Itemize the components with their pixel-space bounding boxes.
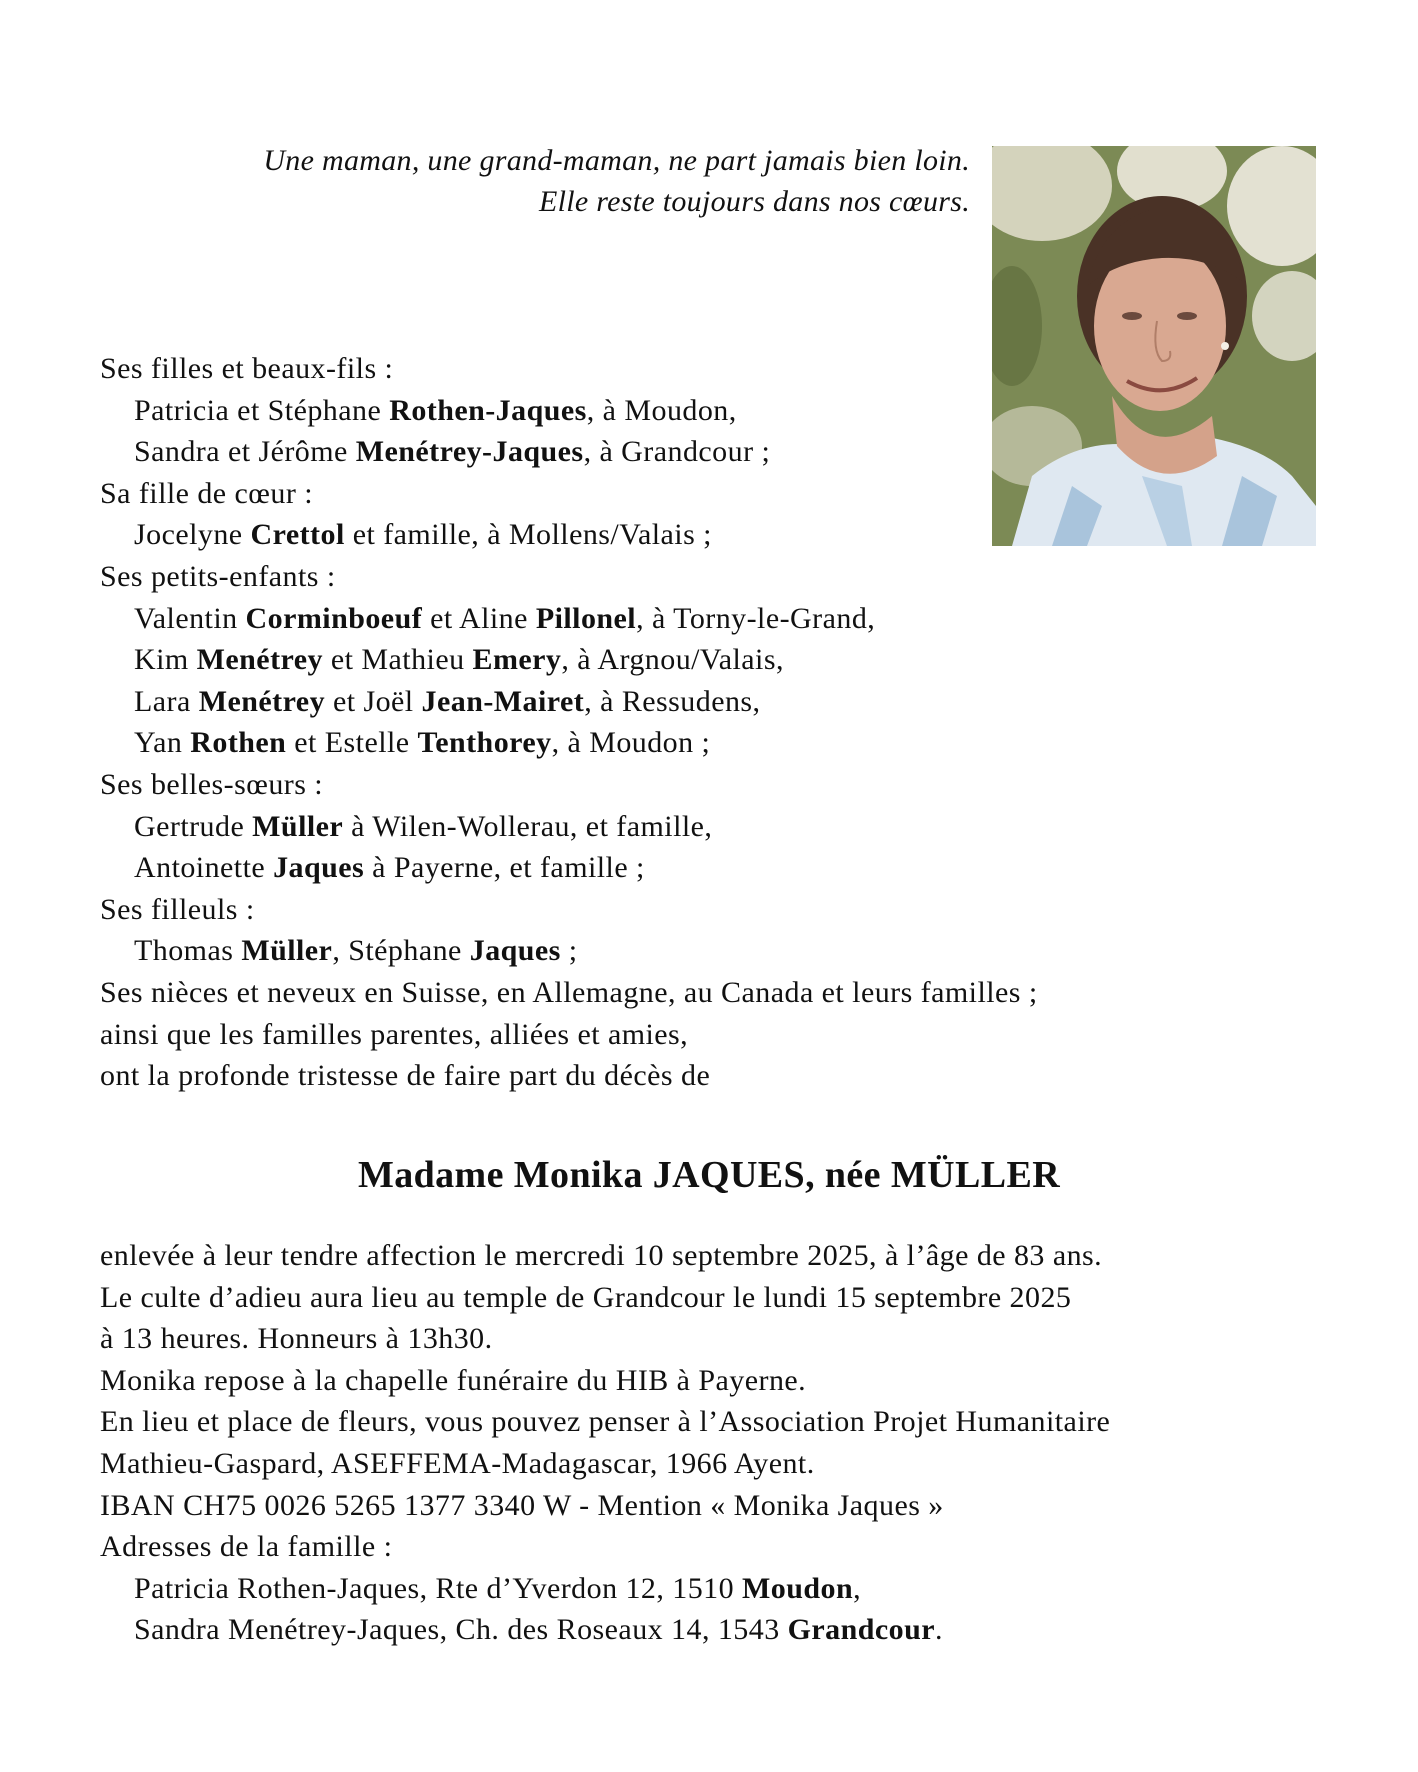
entry-text: Patricia et Stéphane bbox=[134, 393, 390, 427]
entry-surname: Corminboeuf bbox=[245, 601, 423, 635]
entry-text: Sandra et Jérôme bbox=[134, 435, 356, 469]
entry-text: à Wilen-Wollerau, et famille, bbox=[343, 809, 713, 843]
entry-surname: Emery bbox=[472, 643, 562, 677]
entry-surname: Menétrey bbox=[198, 684, 326, 718]
family-entry bbox=[100, 806, 1038, 848]
others-line: ainsi que les familles parentes, alliées et amies, bbox=[100, 1017, 689, 1051]
announcement-line: ont la profonde tristesse de faire part du décès de bbox=[100, 1059, 711, 1093]
epigraph-line-1: Une maman, une grand-maman, ne part jamais bien loin. bbox=[263, 144, 970, 177]
entry-surname: Jean-Mairet bbox=[421, 684, 585, 718]
section-label-grandchildren: Ses petits-enfants : bbox=[100, 559, 336, 593]
entry-text: Yan bbox=[134, 726, 191, 760]
entry-surname: Crettol bbox=[250, 518, 345, 552]
iban-line: IBAN CH75 0026 5265 1377 3340 W - Mention « Monika Jaques » bbox=[100, 1488, 944, 1522]
family-entry bbox=[100, 639, 1038, 681]
entry-text: Antoinette bbox=[134, 851, 274, 885]
entry-text: , à Moudon ; bbox=[551, 726, 711, 760]
entry-text: , à Grandcour ; bbox=[583, 435, 771, 469]
entry-text: à Payerne, et famille ; bbox=[364, 851, 645, 885]
entry-text: , Stéphane bbox=[332, 934, 470, 968]
entry-surname: Jaques bbox=[273, 851, 365, 885]
family-list bbox=[100, 348, 1038, 1097]
entry-text: , à Argnou/Valais, bbox=[561, 643, 784, 677]
entry-text: Gertrude bbox=[134, 809, 253, 843]
entry-text: Lara bbox=[134, 684, 199, 718]
entry-text: Valentin bbox=[134, 601, 246, 635]
entry-surname: Rothen bbox=[190, 726, 287, 760]
address-text: , bbox=[853, 1571, 862, 1605]
entry-surname: Menétrey-Jaques bbox=[355, 435, 584, 469]
detail-line: enlevée à leur tendre affection le mercredi 10 septembre 2025, à l’âge de 83 ans. bbox=[100, 1239, 1103, 1272]
entry-surname: Müller bbox=[252, 809, 344, 843]
funeral-details bbox=[100, 1235, 1110, 1651]
family-entry bbox=[100, 390, 1038, 432]
entry-text: et Aline bbox=[422, 601, 536, 635]
address-text: . bbox=[934, 1613, 943, 1647]
address-text: Sandra Menétrey-Jaques, Ch. des Roseaux 14, 1543 bbox=[134, 1613, 788, 1647]
address-city: Moudon bbox=[742, 1571, 854, 1605]
family-entry bbox=[100, 722, 1038, 764]
section-label-heart-daughter: Sa fille de cœur : bbox=[100, 476, 314, 510]
entry-text: , à Ressudens, bbox=[584, 684, 761, 718]
entry-surname: Menétrey bbox=[196, 643, 323, 677]
entry-surname: Müller bbox=[241, 934, 333, 968]
entry-text: et Estelle bbox=[286, 726, 418, 760]
deceased-name: Madame Monika JAQUES, née MÜLLER bbox=[357, 1154, 1061, 1196]
detail-line: à 13 heures. Honneurs à 13h30. bbox=[100, 1322, 493, 1356]
family-entry bbox=[100, 930, 1038, 972]
epigraph bbox=[263, 140, 970, 222]
detail-line: Mathieu-Gaspard, ASEFFEMA-Madagascar, 1966 Ayent. bbox=[100, 1446, 815, 1480]
addresses-label: Adresses de la famille : bbox=[100, 1530, 393, 1564]
entry-text: et famille, à Mollens/Valais ; bbox=[344, 518, 712, 552]
section-label-sisters-in-law: Ses belles-sœurs : bbox=[100, 767, 324, 801]
entry-text: Jocelyne bbox=[134, 518, 251, 552]
entry-text: , à Torny-le-Grand, bbox=[636, 601, 876, 635]
family-entry bbox=[100, 514, 1038, 556]
entry-text: et Mathieu bbox=[322, 643, 473, 677]
entry-surname: Pillonel bbox=[535, 601, 637, 635]
entry-text: Kim bbox=[134, 643, 197, 677]
portrait-icon bbox=[992, 146, 1316, 546]
entry-text: et Joël bbox=[325, 684, 422, 718]
entry-text: ; bbox=[560, 934, 578, 968]
address-entry bbox=[100, 1568, 1110, 1610]
entry-surname: Tenthorey bbox=[417, 726, 552, 760]
address-entry bbox=[100, 1609, 1110, 1651]
detail-line: En lieu et place de fleurs, vous pouvez penser à l’Association Projet Humanitaire bbox=[100, 1405, 1111, 1439]
address-city: Grandcour bbox=[787, 1613, 935, 1647]
section-label-daughters: Ses filles et beaux-fils : bbox=[100, 352, 394, 385]
entry-text: Thomas bbox=[134, 934, 242, 968]
family-entry bbox=[100, 681, 1038, 723]
entry-surname: Rothen-Jaques bbox=[389, 393, 587, 427]
portrait-photo bbox=[992, 146, 1316, 546]
family-entry bbox=[100, 847, 1038, 889]
entry-text: , à Moudon, bbox=[586, 393, 737, 427]
detail-line: Monika repose à la chapelle funéraire du HIB à Payerne. bbox=[100, 1363, 807, 1397]
entry-surname: Jaques bbox=[469, 934, 561, 968]
section-label-godchildren: Ses filleuls : bbox=[100, 892, 255, 926]
nieces-nephews-line: Ses nièces et neveux en Suisse, en Allemagne, au Canada et leurs familles ; bbox=[100, 975, 1038, 1009]
family-entry bbox=[100, 598, 1038, 640]
family-entry bbox=[100, 431, 1038, 473]
detail-line: Le culte d’adieu aura lieu au temple de Grandcour le lundi 15 septembre 2025 bbox=[100, 1280, 1072, 1314]
address-text: Patricia Rothen-Jaques, Rte d’Yverdon 12, 1510 bbox=[134, 1571, 743, 1605]
epigraph-line-2: Elle reste toujours dans nos cœurs. bbox=[538, 185, 970, 218]
